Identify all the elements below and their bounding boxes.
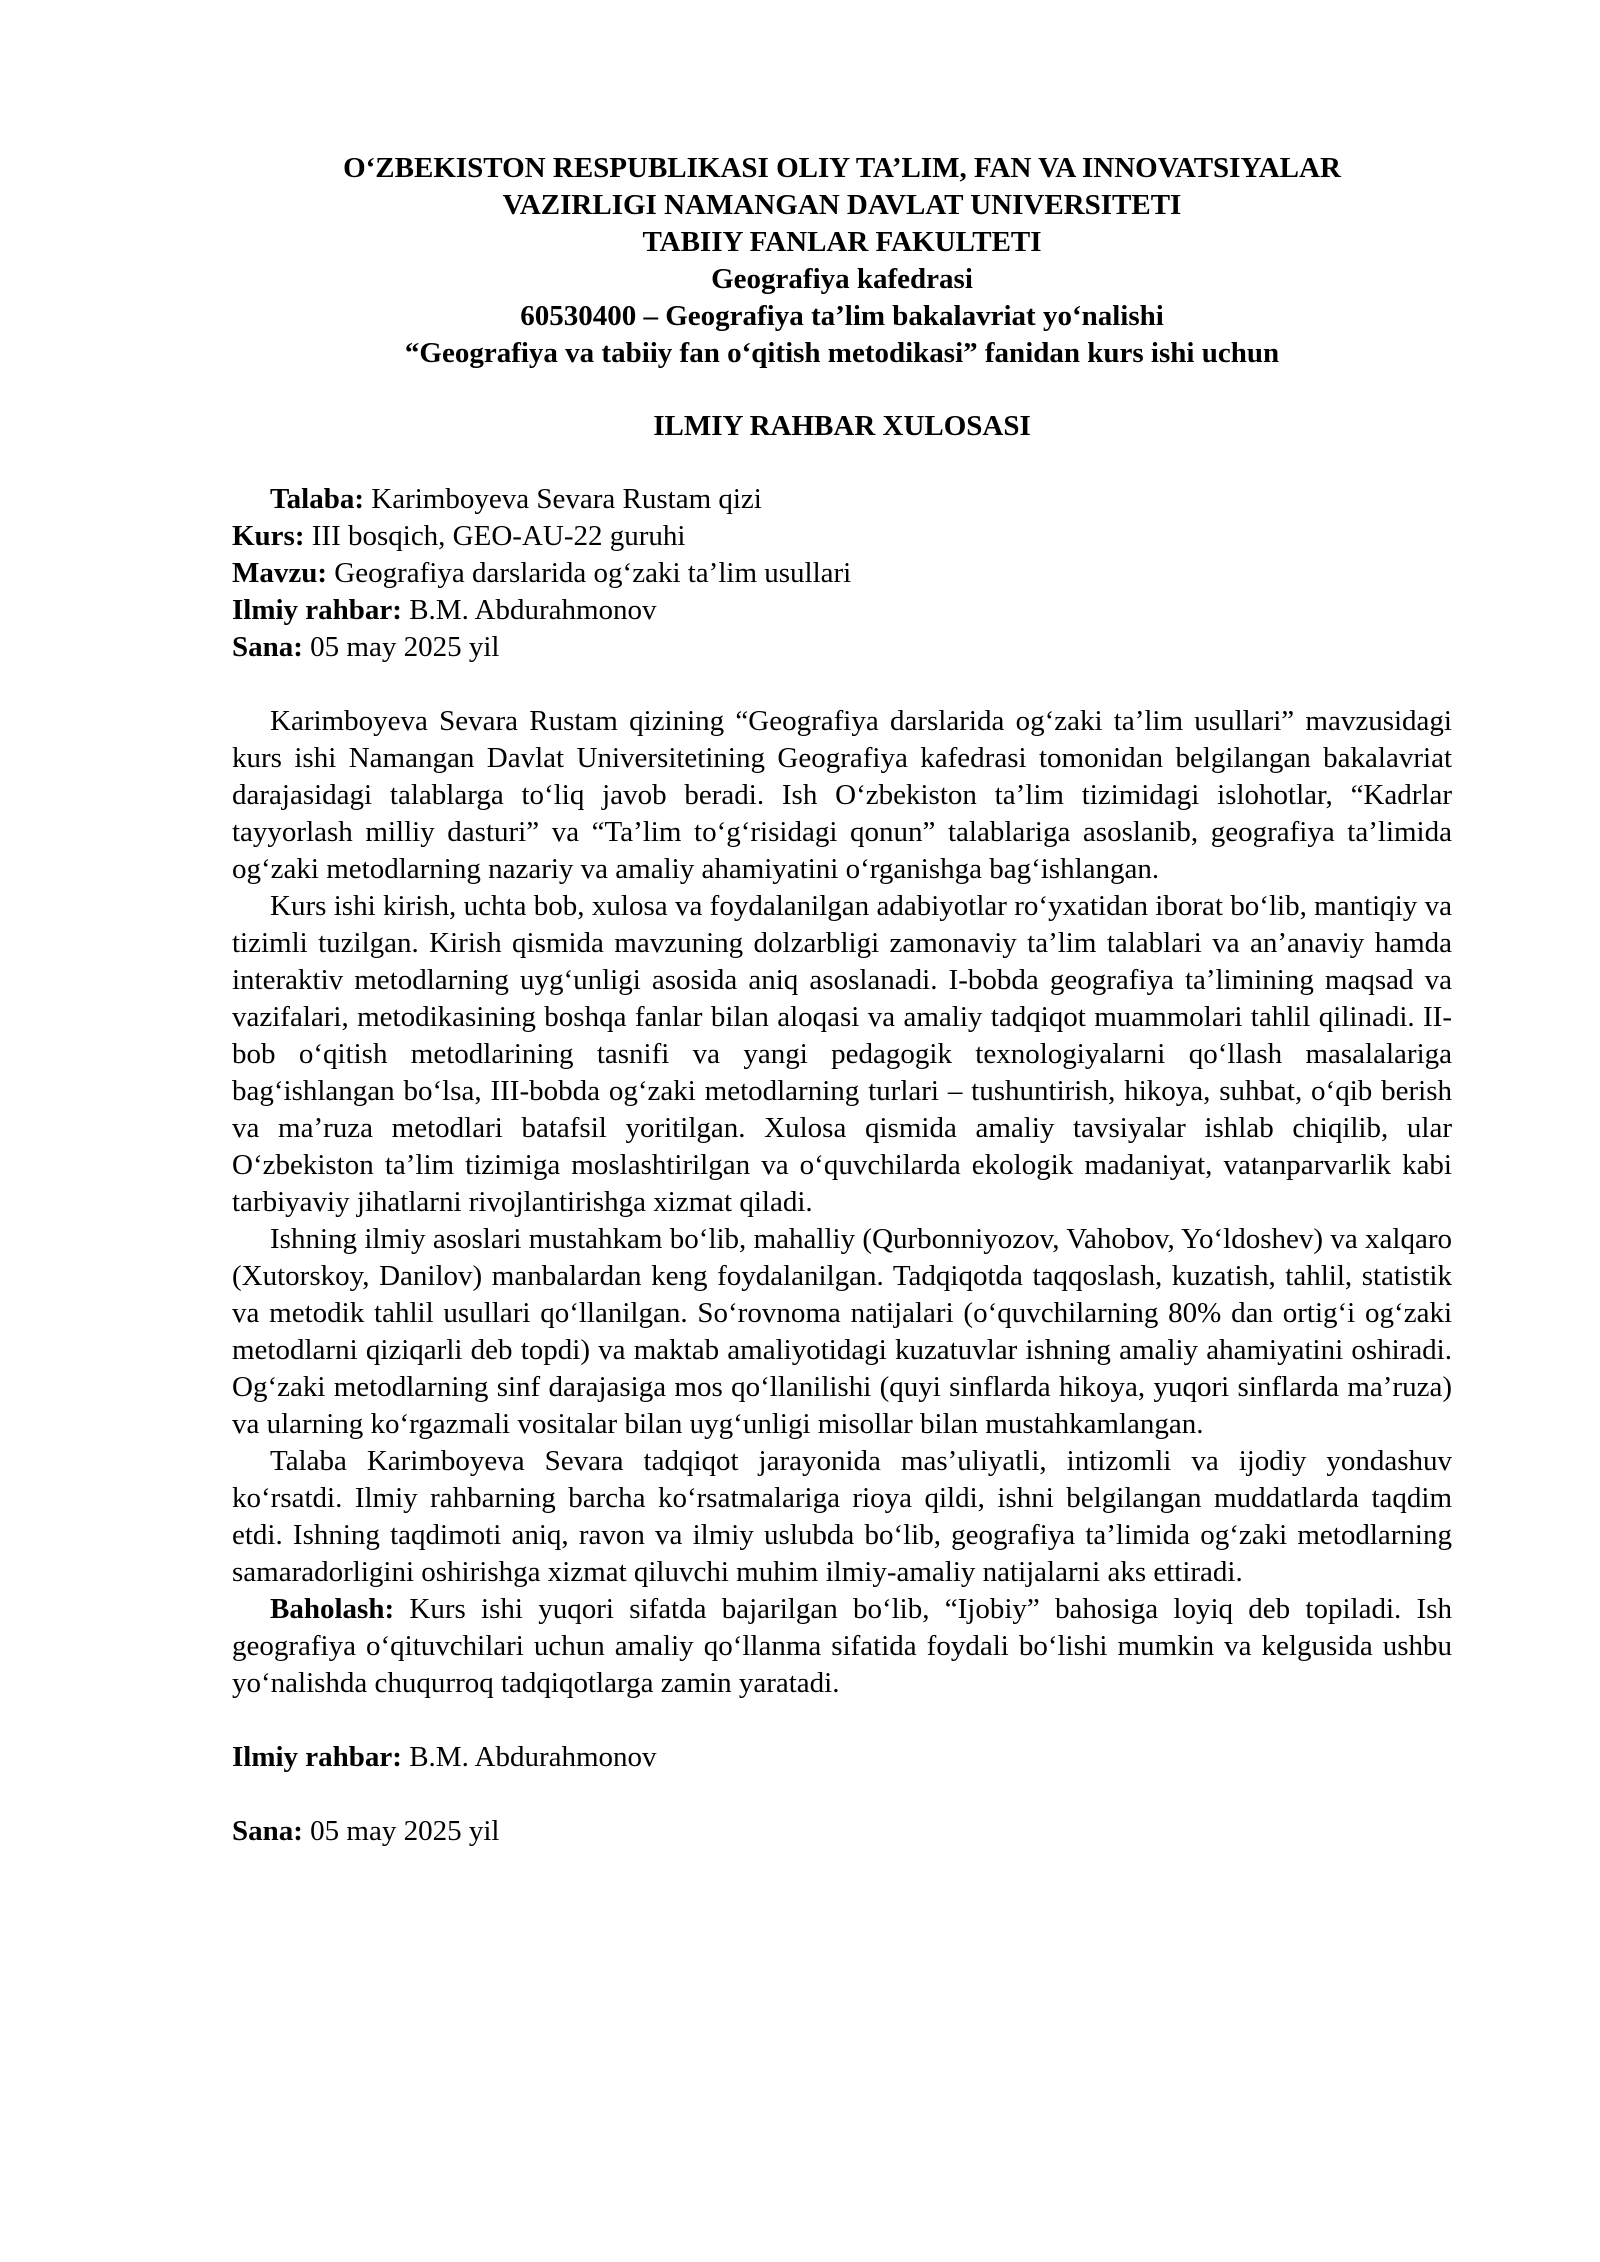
meta-student-row (232, 481, 1452, 518)
signature-date-row (232, 1813, 1452, 1850)
body-paragraph-structure: Kurs ishi kirish, uchta bob, xulosa va foydalanilgan adabiyotlar ro‘yxatidan iborat bo‘lib, mantiqiy va tizimli tuzilgan. Kirish qismida mavzuning dolzarbligi zamonaviy ta’lim talablari va an’anaviy hamda interaktiv metodlarning uyg‘unligi asosida aniq asoslanadi. I-bobda geografiya ta’limining maqsad va vazifalari, metodikasining boshqa fanlar bilan aloqasi va amaliy tadqiqot muammolari tahlil qilinadi. II-bob o‘qitish metodlarining tasnifi va yangi pedagogik texnologiyalarni qo‘llash masalalariga bag‘ishlangan bo‘lsa, III-bobda og‘zaki metodlarning turlari – tushuntirish, hikoya, suhbat, o‘qib berish va ma’ruza metodlari batafsil yoritilgan. Xulosa qismida amaliy tavsiyalar ishlab chiqilib, ular O‘zbekiston ta’lim tizimiga moslashtirilgan va o‘quvchilarda ekologik madaniyat, vatanparvarlik kabi tarbiyaviy jihatlarni rivojlantirishga xizmat qiladi. (232, 890, 1452, 1218)
document-title: ILMIY RAHBAR XULOSASI (653, 410, 1031, 442)
signature-advisor-row (232, 1739, 1452, 1776)
meta-course-row (232, 518, 1452, 555)
meta-course-value: III bosqich, GEO-AU-22 guruhi (304, 520, 686, 552)
signature-advisor-label: Ilmiy rahbar: (232, 1741, 402, 1773)
body-paragraph-methods: Ishning ilmiy asoslari mustahkam bo‘lib, mahalliy (Qurbonniyozov, Vahobov, Yo‘ldoshev) va xalqaro (Xutorskoy, Danilov) manbalardan keng foydalanilgan. Tadqiqotda taqqoslash, kuzatish, tahlil, statistik va metodik tahlil usullari qo‘llanilgan. So‘rovnoma natijalari (o‘quvchilarning 80% dan ortig‘i og‘zaki metodlarni qiziqarli deb topdi) va maktab amaliyotidagi kuzatuvlar ishning amaliy ahamiyatini oshiradi. Og‘zaki metodlarning sinf darajasiga mos qo‘llanilishi (quyi sinflarda hikoya, yuqori sinflarda ma’ruza) va ularning ko‘rgazmali vositalar bilan uyg‘unligi misollar bilan mustahkamlangan. (232, 1223, 1452, 1440)
meta-advisor-row (232, 592, 1452, 629)
meta-date-row (232, 629, 1452, 666)
signature-date-label: Sana: (232, 1815, 303, 1847)
meta-course-label: Kurs: (232, 520, 305, 552)
meta-advisor-value: B.M. Abdurahmonov (401, 594, 657, 626)
meta-date-label: Sana: (232, 631, 303, 663)
signature-date-value: 05 may 2025 yil (302, 1815, 500, 1847)
header-subject-line: “Geografiya va tabiiy fan o‘qitish metodikasi” fanidan kurs ishi uchun (404, 337, 1280, 369)
document-header (232, 150, 1452, 372)
meta-topic-row (232, 555, 1452, 592)
assessment-label: Baholash: (270, 1593, 395, 1625)
meta-advisor-label: Ilmiy rahbar: (232, 594, 402, 626)
document-body (232, 703, 1452, 1702)
document-page (232, 150, 1452, 1850)
meta-date-value: 05 may 2025 yil (302, 631, 500, 663)
body-paragraph-student: Talaba Karimboyeva Sevara tadqiqot jarayonida mas’uliyatli, intizomli va ijodiy yondashuv ko‘rsatdi. Ilmiy rahbarning barcha ko‘rsatmalariga rioya qildi, ishni belgilangan muddatlarda taqdim etdi. Ishning taqdimoti aniq, ravon va ilmiy uslubda bo‘lib, geografiya ta’limida og‘zaki metodlarning samaradorligini oshirishga xizmat qiluvchi muhim ilmiy-amaliy natijalarni aks ettiradi. (232, 1445, 1452, 1588)
body-paragraph-intro: Karimboyeva Sevara Rustam qizining “Geografiya darslarida og‘zaki ta’lim usullari” mavzusidagi kurs ishi Namangan Davlat Universitetining Geografiya kafedrasi tomonidan belgilangan bakalavriat darajasidagi talablarga to‘liq javob beradi. Ish O‘zbekiston ta’lim tizimidagi islohotlar, “Kadrlar tayyorlash milliy dasturi” va “Ta’lim to‘g‘risidagi qonun” talablariga asoslanib, geografiya ta’limida og‘zaki metodlarning nazariy va amaliy ahamiyatini o‘rganishga bag‘ishlangan. (232, 705, 1452, 885)
header-faculty-line: TABIIY FANLAR FAKULTETI (642, 226, 1042, 258)
meta-block (232, 481, 1452, 666)
assessment-text: Kurs ishi yuqori sifatda bajarilgan bo‘lib, “Ijobiy” bahosiga loyiq deb topiladi. Ish geografiya o‘qituvchilari uchun amaliy qo‘llanma sifatida foydali bo‘lishi mumkin va kelgusida ushbu yo‘nalishda chuqurroq tadqiqotlarga zamin yaratadi. (232, 1593, 1452, 1699)
header-program-line: 60530400 – Geografiya ta’lim bakalavriat yo‘nalishi (520, 300, 1164, 332)
header-ministry-line: O‘ZBEKISTON RESPUBLIKASI OLIY TA’LIM, FAN VA INNOVATSIYALAR (343, 152, 1341, 184)
meta-topic-label: Mavzu: (232, 557, 328, 589)
meta-student-label: Talaba: (270, 483, 365, 515)
header-department-line: Geografiya kafedrasi (711, 263, 973, 295)
signature-advisor-value: B.M. Abdurahmonov (401, 1741, 657, 1773)
meta-student-value: Karimboyeva Sevara Rustam qizi (364, 483, 762, 515)
meta-topic-value: Geografiya darslarida og‘zaki ta’lim usullari (327, 557, 852, 589)
body-paragraph-assessment (232, 1591, 1452, 1702)
header-university-line: VAZIRLIGI NAMANGAN DAVLAT UNIVERSITETI (502, 189, 1182, 221)
